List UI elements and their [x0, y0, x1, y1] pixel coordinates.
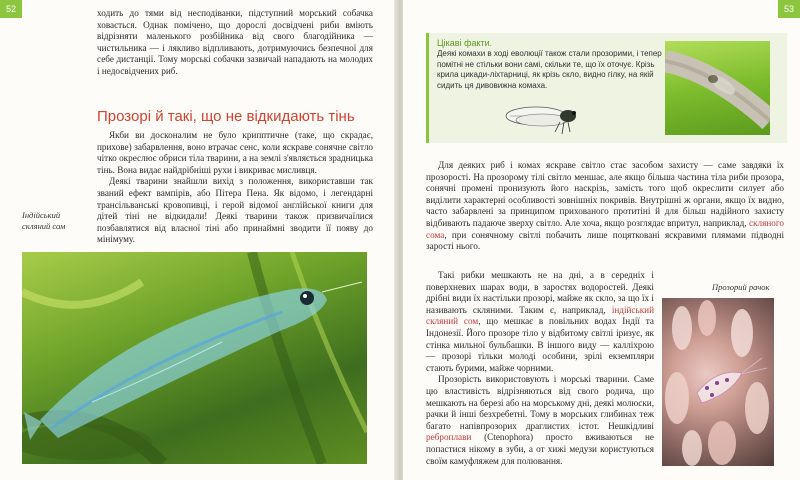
intro-paragraph: ходить до тями від несподіванки, підступний морський собачка ховається. Однак помічено, що дорослі досвідчені риби вміють відрізняти маленького розбійника від свого благодійника — чистильника — і лякливо відпливають, дотримуючись безпечної для себе дистанції. Тому морські собачки зазвичай нападають на молодих і недосвідчених риб. — [97, 8, 373, 76]
body-paragraph-2: Деякі тварини знайшли вихід з положення, використавши так званий ефект вампірів, або Пітера Пена. Як відомо, і легендарні трансільванські кровопивці, і герой відомої англійської книги для дітей тіні не відкидали! Деякі тварини також призвичаїлися позбавлятися від власної тіні або принаймні зводити її появу до мінімуму. — [97, 176, 373, 245]
body-paragraph-1: Якби ви досконалим не було крипптичне (таке, що скрадає, прихове) забарвлення, воно втрачає сенс, коли яскраве сонячне світло чітко окреслює обриси тіла тварини, а на землі з'являється зрадницька тінь. Вона видає найдрібніші рухи і викриває мисливця. — [97, 130, 373, 175]
transparent-shrimp-photo — [662, 298, 774, 466]
fact-title: Цікаві факти. — [437, 38, 493, 48]
section-heading: Прозорі й такі, що не відкидають тінь — [97, 108, 355, 125]
section-body — [97, 130, 373, 246]
link-indian-glass-catfish[interactable]: індійський скляний сом — [426, 304, 654, 327]
branch-cicada-photo — [665, 41, 770, 135]
link-glass-catfish-1[interactable]: скляного сома — [426, 217, 785, 240]
left-page — [0, 0, 397, 480]
fish-caption: Індійський скляний сом — [22, 210, 66, 231]
link-ctenophora[interactable]: реброплави — [426, 432, 472, 443]
right-body-1: Для деяких риб і комах яскраве світло стає засобом захисту — саме завдяки їх прозорості. На прозорому тілі світло меншає, але якщо більша частина тіла риби прозора, сонячні промені пронизують його наскрізь, замість того щоб окреслити силует або виділити характерні особливості зовнішніх покривів. Внутрішні ж органи, якщо їх видно, часто забарвлені за принципом прихованого протитіні й для більш надійного захисту відбивають падаюче зверху світло. Але хоча, якщо розглядає впритул, наприклад, скляного сома, при сонячному світлі побачить лише поцятковані яскравими плямами підводні зарості нього. — [426, 160, 785, 252]
shrimp-caption: Прозорий рачок — [712, 282, 770, 292]
page-number-right: 53 — [778, 0, 800, 18]
glass-catfish-photo — [22, 252, 367, 464]
glass-catfish-illustration — [22, 252, 367, 464]
fact-text: Деякі комахи в ході еволюції також стали прозорими, і тепер помітні не стільки вони самі, скільки те, що їх оточує. Крізь крила цикади-ліхтарниці, як крізь скло, видно гілку, на якій сидить ця дивовижна комаха. — [437, 49, 662, 90]
right-body-2: Такі рибки мешкають не на дні, а в середніх і поверхневих шарах води, в заростях водоростей. Деякі дрібні види їх настільки прозорі, майже як скло, за що їх і називають скляними. Таким є, наприклад, індійський скляний сом, що мешкає в повільних водах Індії та Індонезії. Його прозоре тіло у відбитому світлі іризує, як стінка мильної бульбашки. В іншого виду — калліхрою — прозорі тільки молоді особини, зрілі екземпляри стають бурими, майже чорними. Прозорість використовують і морські тварини. Саме цю властивість відрізняються від свого родича, що мешкають на березі або на морському дні, деякі молюски, рачки й інші безхребетні. Тому в морських глибинах теж багато напівпрозорих драглистих істот. Нешкідливі реброплави (Ctenophora) просто вживаються не попастися нікому в зуби, а от хижі медузи користуються своїм камуфляжем для полювання. — [426, 270, 654, 466]
page-number-left: 52 — [0, 0, 22, 18]
cicada-illustration — [500, 92, 582, 136]
